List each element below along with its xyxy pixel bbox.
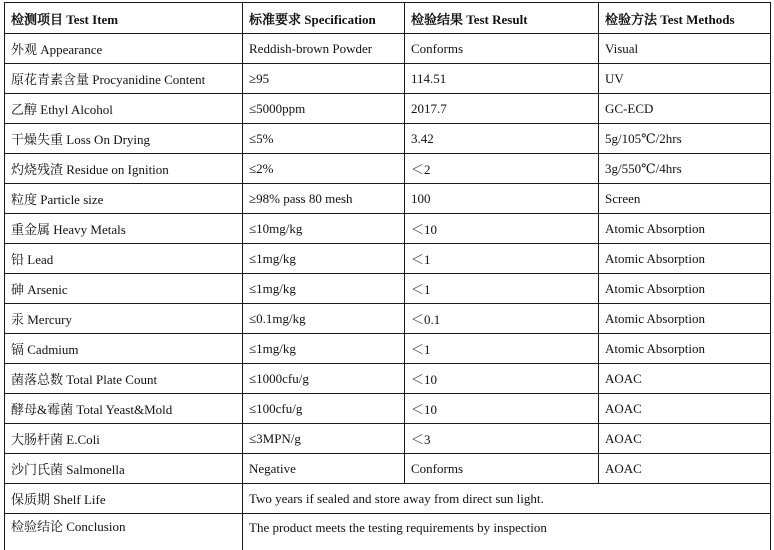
table-row xyxy=(5,334,771,364)
cell-specification: ≤100cfu/g xyxy=(243,394,405,424)
table-row xyxy=(5,394,771,424)
cell-specification: ≥98% pass 80 mesh xyxy=(243,184,405,214)
cell-test-method: 5g/105℃/2hrs xyxy=(599,124,771,154)
cell-test-method: Atomic Absorption xyxy=(599,274,771,304)
cell-test-result: 2017.7 xyxy=(405,94,599,124)
shelf-life-row xyxy=(5,484,771,514)
cell-specification: ≤1mg/kg xyxy=(243,244,405,274)
cell-test-result: 114.51 xyxy=(405,64,599,94)
cell-specification: ≤5000ppm xyxy=(243,94,405,124)
cell-test-result: ＜1 xyxy=(405,334,599,364)
table-row xyxy=(5,244,771,274)
cell-test-result: Conforms xyxy=(405,454,599,484)
cell-test-item: 干燥失重 Loss On Drying xyxy=(5,124,243,154)
table-row xyxy=(5,64,771,94)
cell-test-result: ＜2 xyxy=(405,154,599,184)
cell-test-item: 铅 Lead xyxy=(5,244,243,274)
cell-test-result: ＜3 xyxy=(405,424,599,454)
shelf-life-label: 保质期 Shelf Life xyxy=(5,484,243,514)
cell-specification: ≤10mg/kg xyxy=(243,214,405,244)
cell-specification: ≤1mg/kg xyxy=(243,274,405,304)
table-row xyxy=(5,274,771,304)
cell-test-method: 3g/550℃/4hrs xyxy=(599,154,771,184)
conclusion-label: 检验结论 Conclusion xyxy=(5,514,243,550)
cell-test-method: AOAC xyxy=(599,454,771,484)
cell-test-result: ＜1 xyxy=(405,274,599,304)
cell-specification: ≤1mg/kg xyxy=(243,334,405,364)
cell-test-item: 酵母&霉菌 Total Yeast&Mold xyxy=(5,394,243,424)
cell-test-result: 3.42 xyxy=(405,124,599,154)
cell-test-method: Atomic Absorption xyxy=(599,244,771,274)
cell-test-item: 砷 Arsenic xyxy=(5,274,243,304)
cell-test-method: Visual xyxy=(599,34,771,64)
cell-test-result: ＜1 xyxy=(405,244,599,274)
cell-test-method: Atomic Absorption xyxy=(599,334,771,364)
cell-specification: ≤0.1mg/kg xyxy=(243,304,405,334)
cell-specification: Negative xyxy=(243,454,405,484)
cell-test-item: 乙醇 Ethyl Alcohol xyxy=(5,94,243,124)
cell-test-item: 菌落总数 Total Plate Count xyxy=(5,364,243,394)
conclusion-row xyxy=(5,514,771,550)
table-row xyxy=(5,214,771,244)
cell-test-item: 外观 Appearance xyxy=(5,34,243,64)
cell-specification: ≤1000cfu/g xyxy=(243,364,405,394)
cell-test-result: ＜10 xyxy=(405,214,599,244)
cell-test-method: Atomic Absorption xyxy=(599,214,771,244)
header-row xyxy=(5,3,771,34)
table-body xyxy=(5,34,771,550)
header-test-result: 检验结果 Test Result xyxy=(405,3,599,34)
cell-test-result: ＜10 xyxy=(405,364,599,394)
cell-test-item: 汞 Mercury xyxy=(5,304,243,334)
cell-test-item: 原花青素含量 Procyanidine Content xyxy=(5,64,243,94)
table-row xyxy=(5,364,771,394)
header-test-methods: 检验方法 Test Methods xyxy=(599,3,771,34)
cell-test-item: 沙门氏菌 Salmonella xyxy=(5,454,243,484)
header-specification: 标准要求 Specification xyxy=(243,3,405,34)
cell-test-item: 重金属 Heavy Metals xyxy=(5,214,243,244)
test-results-table xyxy=(4,2,771,550)
table-row xyxy=(5,424,771,454)
cell-specification: ≥95 xyxy=(243,64,405,94)
table-row xyxy=(5,124,771,154)
table-row xyxy=(5,34,771,64)
cell-specification: ≤2% xyxy=(243,154,405,184)
cell-specification: ≤5% xyxy=(243,124,405,154)
table-row xyxy=(5,184,771,214)
cell-test-result: Conforms xyxy=(405,34,599,64)
cell-test-method: Screen xyxy=(599,184,771,214)
conclusion-value: The product meets the testing requirements by inspection xyxy=(243,514,771,550)
cell-test-item: 灼烧残渣 Residue on Ignition xyxy=(5,154,243,184)
cell-test-method: AOAC xyxy=(599,364,771,394)
table-row xyxy=(5,454,771,484)
cell-test-method: Atomic Absorption xyxy=(599,304,771,334)
cell-test-method: UV xyxy=(599,64,771,94)
cell-test-result: 100 xyxy=(405,184,599,214)
cell-specification: Reddish-brown Powder xyxy=(243,34,405,64)
cell-test-method: GC-ECD xyxy=(599,94,771,124)
table-row xyxy=(5,94,771,124)
table-header xyxy=(5,3,771,34)
shelf-life-value: Two years if sealed and store away from direct sun light. xyxy=(243,484,771,514)
cell-test-result: ＜0.1 xyxy=(405,304,599,334)
cell-test-method: AOAC xyxy=(599,424,771,454)
table-row xyxy=(5,304,771,334)
cell-test-item: 镉 Cadmium xyxy=(5,334,243,364)
cell-specification: ≤3MPN/g xyxy=(243,424,405,454)
cell-test-item: 粒度 Particle size xyxy=(5,184,243,214)
header-test-item: 检测项目 Test Item xyxy=(5,3,243,34)
cell-test-result: ＜10 xyxy=(405,394,599,424)
cell-test-method: AOAC xyxy=(599,394,771,424)
table-row xyxy=(5,154,771,184)
cell-test-item: 大肠杆菌 E.Coli xyxy=(5,424,243,454)
